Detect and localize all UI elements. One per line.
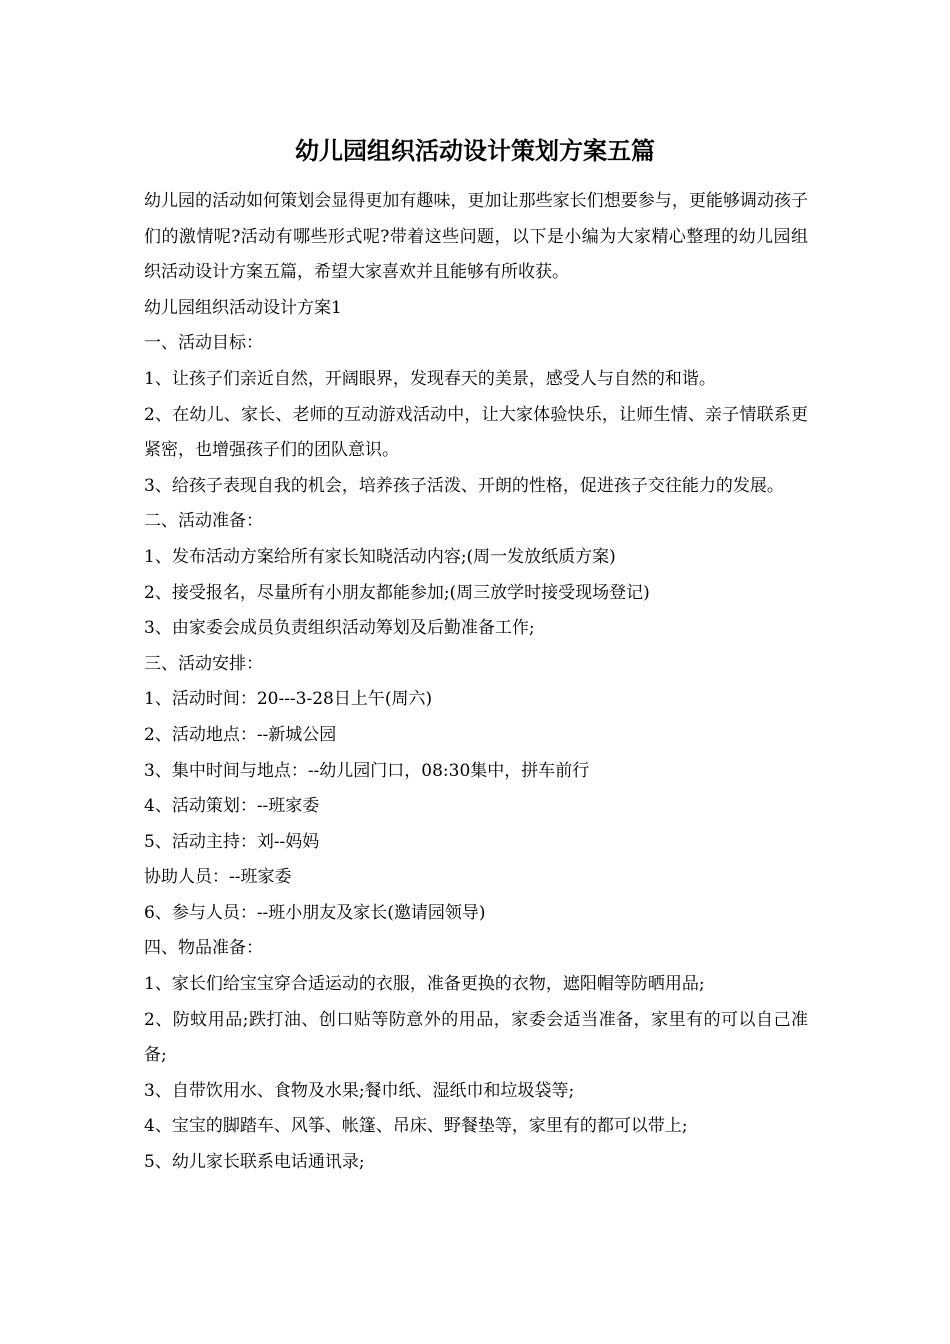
list-item: 3、集中时间与地点：--幼儿园门口，08:30集中，拼车前行 <box>144 760 590 781</box>
section-heading: 幼儿园组织活动设计方案1 <box>144 297 342 318</box>
list-item: 3、自带饮用水、食物及水果;餐巾纸、湿纸巾和垃圾袋等; <box>144 1080 575 1101</box>
list-item: 6、参与人员：--班小朋友及家长(邀请园领导) <box>144 902 486 923</box>
document-title: 幼儿园组织活动设计策划方案五篇 <box>295 136 655 165</box>
list-item: 1、发布活动方案给所有家长知晓活动内容;(周一发放纸质方案) <box>144 546 616 567</box>
subsection-heading: 一、活动目标： <box>144 333 263 354</box>
list-item: 2、活动地点：--新城公园 <box>144 724 337 745</box>
subsection-heading: 三、活动安排： <box>144 653 263 674</box>
list-item: 2、在幼儿、家长、老师的互动游戏活动中，让大家体验快乐，让师生情、亲子情联系更紧密，也增强孩子们的团队意识。 <box>144 404 808 461</box>
intro-paragraph: 幼儿园的活动如何策划会显得更加有趣味，更加让那些家长们想要参与，更能够调动孩子们的激情呢?活动有哪些形式呢?带着这些问题，以下是小编为大家精心整理的幼儿园组织活动设计方案五篇，希望大家喜欢并且能够有所收获。 <box>144 191 808 283</box>
list-item: 协助人员：--班家委 <box>144 867 292 888</box>
subsection-heading: 四、物品准备： <box>144 938 263 959</box>
list-item: 4、活动策划：--班家委 <box>144 796 320 817</box>
list-item: 5、活动主持：刘--妈妈 <box>144 831 320 852</box>
list-item: 2、防蚊用品;跌打油、创口贴等防意外的用品，家委会适当准备，家里有的可以自己准备; <box>144 1009 808 1066</box>
list-item: 2、接受报名，尽量所有小朋友都能参加;(周三放学时接受现场登记) <box>144 582 650 603</box>
subsection-heading: 二、活动准备： <box>144 511 263 532</box>
list-item: 1、活动时间：20---3-28日上午(周六) <box>144 689 433 710</box>
list-item: 4、宝宝的脚踏车、风筝、帐篷、吊床、野餐垫等，家里有的都可以带上; <box>144 1116 688 1137</box>
list-item: 1、让孩子们亲近自然，开阔眼界，发现春天的美景，感受人与自然的和谐。 <box>144 368 716 389</box>
list-item: 3、给孩子表现自我的机会，培养孩子活泼、开朗的性格，促进孩子交往能力的发展。 <box>144 475 784 496</box>
list-item: 1、家长们给宝宝穿合适运动的衣服，准备更换的衣物，遮阳帽等防晒用品; <box>144 974 705 995</box>
list-item: 5、幼儿家长联系电话通讯录; <box>144 1152 365 1173</box>
list-item: 3、由家委会成员负责组织活动筹划及后勤准备工作; <box>144 618 535 639</box>
document-body <box>144 184 808 1181</box>
